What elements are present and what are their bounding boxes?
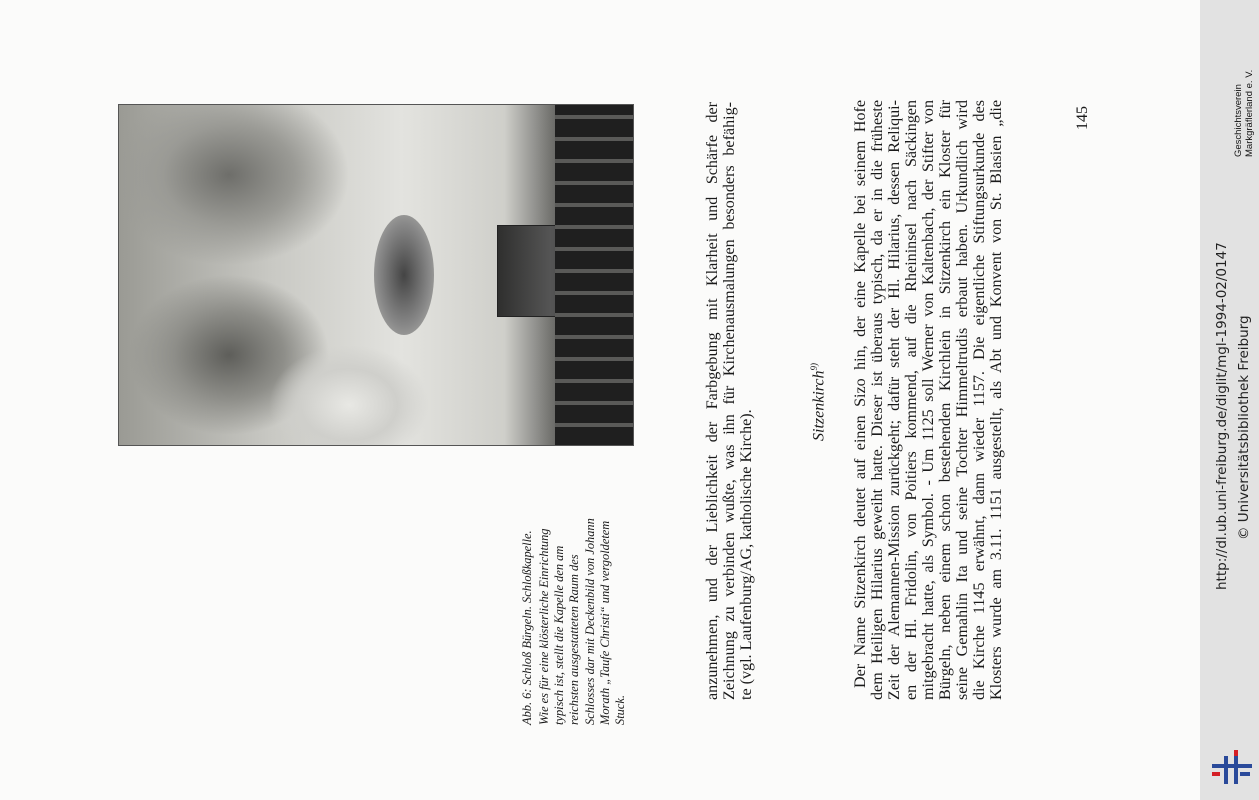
society-subtitle: Markgräflerland e. V.	[1244, 69, 1255, 157]
text-line: mitgebracht hatte, als Symbol. - Um 1125 soll Werner von Kaltenbach, der Stifter von	[920, 100, 937, 700]
text-line: Zeit der Alemannen-Mission zurückgeht; dafür steht der Hl. Hilarius, dessen Reliqui-	[886, 100, 903, 700]
university-library-logo-icon	[1210, 750, 1254, 788]
caption-line: Abb. 6: Schloß Bürgeln. Schloßkapelle.	[520, 530, 534, 725]
caption-line: Stuck.	[612, 695, 627, 725]
text-line: Bürgeln, neben einem schon bestehenden Kirchlein in Sitzenkirch ein Kloster für	[937, 100, 954, 700]
caption-line: reichsten ausgestatteten Raum des	[567, 554, 582, 725]
body-paragraph	[852, 100, 1005, 700]
permalink-url[interactable]: http://dl.ub.uni-freiburg.de/diglit/mgl-1994-02/0147	[1214, 242, 1230, 590]
footnote-marker: 9)	[809, 363, 819, 371]
caption-line: Wie es für eine klösterliche Einrichtung	[537, 528, 551, 725]
page-number: 145	[1074, 106, 1091, 130]
society-name: Geschichtsverein	[1233, 84, 1244, 157]
text-line: Der Name Sitzenkirch deutet auf einen Sizo hin, der eine Kapelle bei seinem Hofe	[852, 100, 869, 688]
paragraph-continuation	[704, 102, 755, 700]
text-line: die Kirche 1145 erwähnt, dann wieder 1157. Die eigentliche Stiftungsurkunde des	[971, 100, 988, 700]
chapel-photo	[118, 104, 634, 446]
section-heading	[809, 363, 828, 441]
ceiling-fresco	[374, 215, 434, 335]
text-line: te (vgl. Laufenburg/AG, katholische Kirche).	[738, 409, 755, 700]
caption-line: typisch ist, stellt die Kapelle den am	[552, 545, 567, 725]
text-line: seine Gemahlin Ita und seine Tochter Himmeltrudis erbaut haben. Urkundlich wird	[954, 100, 971, 700]
photo-caption	[520, 518, 628, 725]
text-line: Klosters wurde am 3.11. 1151 ausgestellt, als Abt und Konvent von St. Blasien „die	[988, 100, 1005, 700]
text-line: Zeichnung zu verbinden wußte, was ihn für Kirchenausmalungen besonders befähig-	[721, 102, 738, 700]
pews-figure	[555, 105, 633, 445]
caption-line: Schlosses dar mit Deckenbild von Johann	[582, 518, 597, 725]
caption-line: Morath „Taufe Christi“ und vergoldetem	[597, 520, 612, 725]
copyright-notice: © Universitätsbibliothek Freiburg	[1236, 315, 1252, 540]
text-line: en der Hl. Fridolin, von Poitiers kommend, auf die Rheininsel nach Säckingen	[903, 100, 920, 700]
heading-text: Sitzenkirch	[810, 370, 828, 441]
text-line: anzunehmen, und der Lieblichkeit der Farbgebung mit Klarheit und Schärfe der	[704, 102, 721, 700]
text-line: dem Heiligen Hilarius geweiht hatte. Dieser ist überaus typisch, da er in die früheste	[869, 100, 886, 700]
